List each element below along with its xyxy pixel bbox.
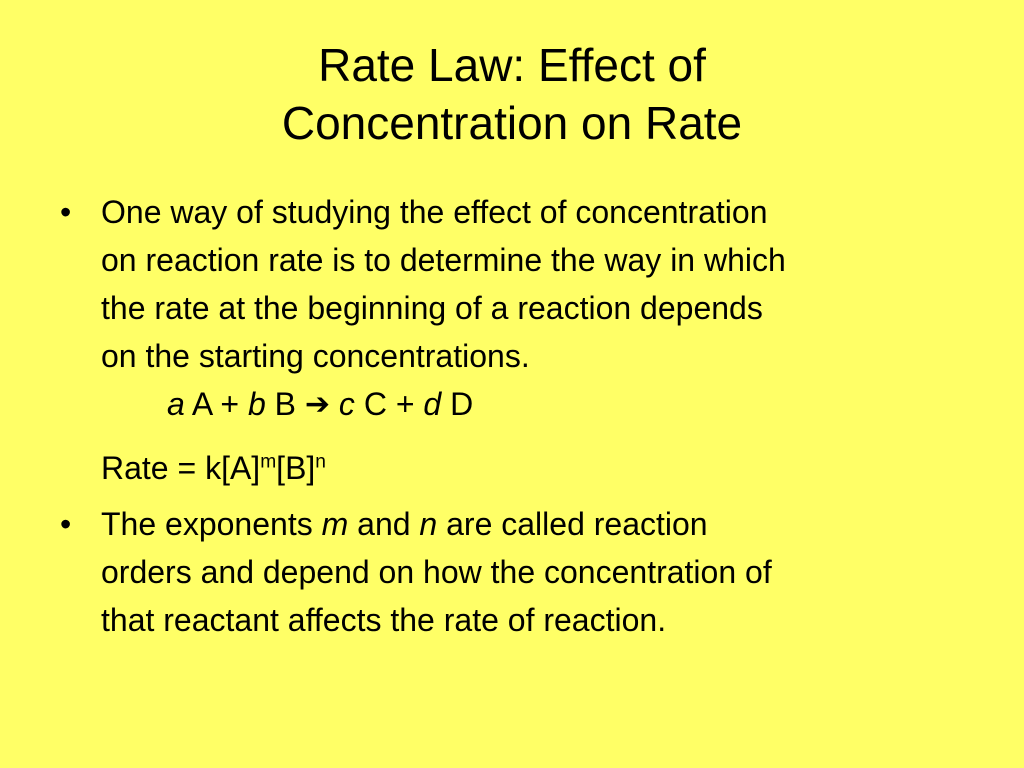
bullet-item-2 [60,500,980,644]
exponent-m: m [260,451,277,473]
bullet-1-line-2: on reaction rate is to determine the way in which [101,242,786,278]
bullet-dot-icon: • [60,194,72,230]
species-d: D [441,386,474,422]
bullet-2-text [101,500,980,644]
exponent-n: n [315,451,326,473]
bullet-2-part-2: and [348,506,420,542]
species-b: B [265,386,305,422]
right-arrow-icon: ➔ [304,388,331,421]
slide-body [60,188,980,644]
bullet-item-1 [60,188,980,380]
rate-law-middle: [B] [276,450,316,486]
bullet-2-n: n [419,506,438,542]
coef-c: c [338,386,355,422]
species-c: C + [354,386,424,422]
bullet-1-line-1: One way of studying the effect of concentration [101,194,768,230]
bullet-2-line-2: orders and depend on how the concentration of [101,554,772,590]
rate-law-prefix: Rate = k[A] [101,450,261,486]
bullet-2-part-1: The exponents [101,506,322,542]
coef-b: b [247,386,266,422]
species-a: A + [184,386,248,422]
bullet-1-text [101,188,980,380]
bullet-2-line-1 [101,500,980,548]
bullet-dot-icon: • [60,506,72,542]
bullet-2-line-3: that reactant affects the rate of reaction. [101,602,667,638]
bullet-1-line-4: on the starting concentrations. [101,338,530,374]
slide-title [0,36,1024,152]
title-line-1: Rate Law: Effect of [318,39,706,91]
coef-d: d [423,386,442,422]
title-line-2: Concentration on Rate [281,97,743,149]
bullet-1-line-3: the rate at the beginning of a reaction depends [101,290,763,326]
rate-law [60,444,980,492]
coef-a: a [167,386,185,422]
reaction-equation [60,380,980,428]
bullet-2-part-3: are called reaction [437,506,708,542]
bullet-2-m: m [321,506,349,542]
